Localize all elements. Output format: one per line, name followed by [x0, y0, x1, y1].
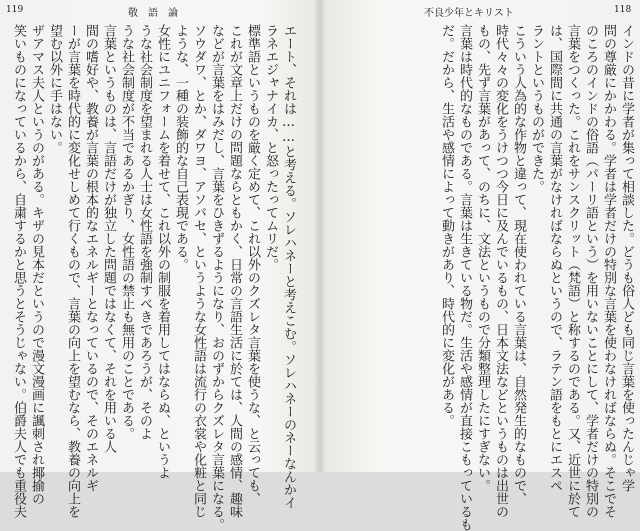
- right-running-head: 不良少年とキリスト: [424, 8, 514, 19]
- text-column: ソウダワ、とか、ダワヨ、アソバセ、というような女性語は流行の衣裳や化粧と同じ: [191, 24, 206, 518]
- text-column: これが文章上だけの問題ならともかく、日常の言語生活に於ては、人間の感情、趣味: [227, 24, 242, 518]
- text-column: 言葉をつくった。これをサンスクリット（梵語）と称するのである。又、近世に於て: [565, 24, 580, 518]
- left-running-head: 敬 語 論: [128, 8, 178, 19]
- text-column: ような、一種の装飾的な自己表現である。: [173, 24, 188, 271]
- text-column: 言葉は時代的なものである。言葉は生きている物だ。生活や感情が直接こもっているも: [457, 24, 472, 531]
- text-column: うな社会制度を望まれる人士は女性語を強制すべきであろうが、そのよ: [137, 24, 152, 440]
- text-column: インドの昔に学者が集って相談した。どうも俗人ども同じ言葉を使ったんじゃ学: [619, 24, 634, 492]
- text-column: 女性にユニフォームを着せて、これ以外の制服を着用してはならぬ、というよ: [155, 24, 170, 479]
- text-column: ラネエジャナイカ、と怒ったってムリだ。: [263, 24, 278, 271]
- right-page-number: 118: [614, 5, 632, 15]
- text-column: 言葉というものは、言語だけが独立した問題ではなくて、それを用いる人: [101, 24, 116, 453]
- text-column: もの、先ず言葉があって、のちに、文法というもので分類整理したにすぎない。: [475, 24, 490, 492]
- left-page-number: 119: [6, 5, 24, 15]
- text-column: 間の嗜好や、教養が言葉の根本的なエネルギーとなっているので、そのエネルギ: [83, 24, 98, 492]
- text-column: ザアマス夫人というのがある。キザの見本だというので漫文漫画に諷刺され揶揄の: [29, 24, 44, 505]
- text-column: ラントというものができた。: [529, 24, 544, 193]
- text-column: こういう人為的な作物と違って、現在使われている言葉は、自然発生的なもので、: [511, 24, 526, 505]
- text-column: ーが言葉を時代的に変化せしめて行くもので、言葉の向上を望むなら、教養の向上を: [65, 24, 80, 518]
- text-column: 標準語というものを厳く定めて、これ以外のクズレタ言葉を使うな、と云っても、: [245, 24, 260, 505]
- text-column: 問の尊厳にかかわる。学者は学者だけの特別な言葉を使わなければならぬ。そこでそ: [601, 24, 616, 518]
- text-column: などが言葉をはみだし、言葉をひきずるようになり、おのずからクズレタ言葉になる。: [209, 24, 224, 531]
- text-column: 時代々々の変化をうけつつ今日に及んでいるもの、日本文法などというものは出世の: [493, 24, 508, 518]
- text-column: は、国際間に共通の言葉がなければならぬというので、ラテン語をもとにエスペ: [547, 24, 562, 492]
- text-column: うな社会制度が不当であるかぎり、女性語の禁止も無用のことである。: [119, 24, 134, 440]
- text-column: 望む以外に手はない。: [47, 24, 62, 154]
- text-column: 笑いものになっているから、自粛するかと思うとそうじゃない。伯爵夫人でも重役夫: [11, 24, 26, 518]
- text-column: だ。だから、生活や感情によって動きがあり、時代的に変化がある。: [439, 24, 454, 427]
- text-column: エート、それは……と考える。ソレハネーと考えこむ。ソレハネーのネーなんかイ: [281, 24, 296, 509]
- right-page: [320, 0, 640, 531]
- text-column: のころのインドの俗語（パーリ語という）を用いないことにして、学者だけの特別の: [583, 24, 598, 518]
